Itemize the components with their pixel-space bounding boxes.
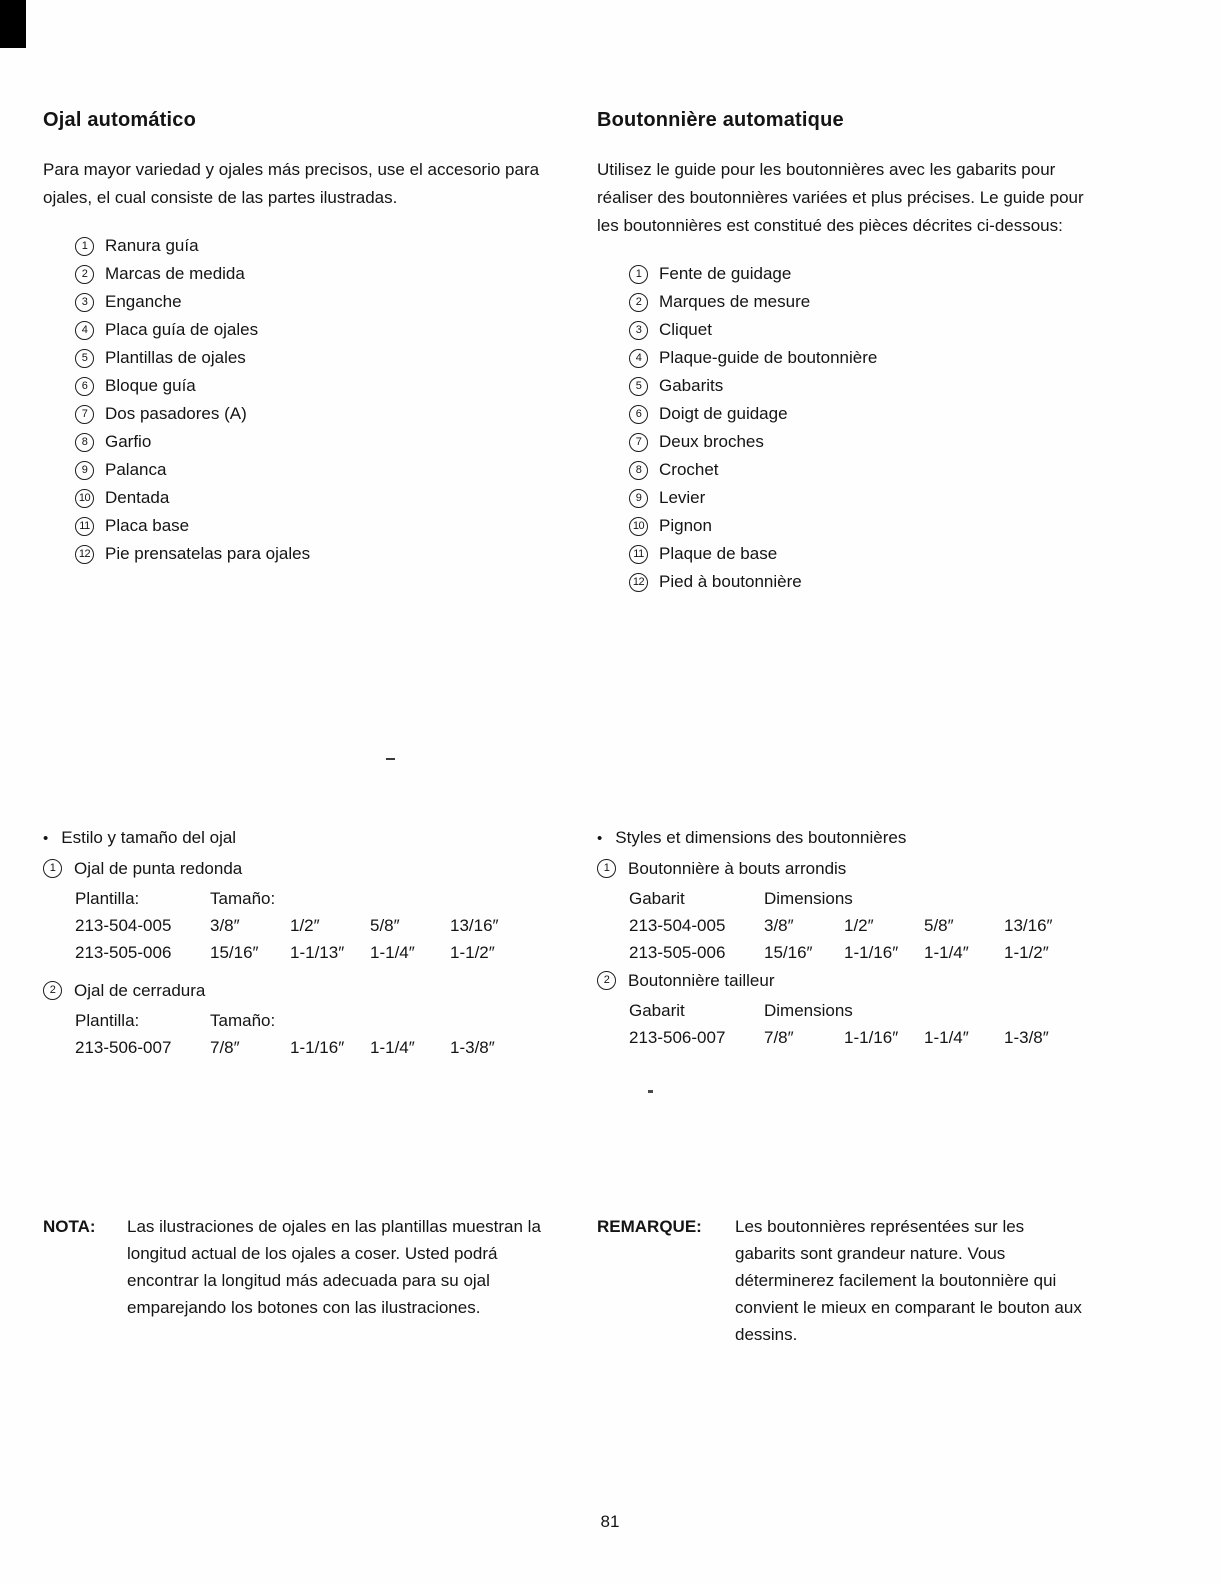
scan-speck — [386, 758, 395, 760]
bullet-icon: • — [597, 830, 603, 847]
note-spanish — [43, 1213, 557, 1348]
part-label: Plaque-guide de boutonnière — [659, 348, 878, 367]
part-label: Fente de guidage — [659, 264, 792, 283]
scan-speck — [648, 1090, 653, 1093]
note-french — [597, 1213, 1172, 1348]
circled-number: 9 — [629, 489, 648, 508]
table-header-row — [75, 1007, 557, 1034]
size-table — [629, 997, 1172, 1051]
part-label: Marques de mesure — [659, 292, 811, 311]
spanish-column — [43, 108, 557, 596]
part-label: Deux broches — [659, 432, 764, 451]
list-item — [75, 372, 557, 400]
style-title-line — [43, 855, 557, 882]
intro-paragraph-spanish: Para mayor variedad y ojales más precisos, use el accesorio para ojales, el cual consiste de las partes ilustradas. — [43, 160, 540, 207]
circled-number: 11 — [75, 517, 94, 536]
part-label: Palanca — [105, 460, 167, 479]
circled-number: 4 — [75, 321, 94, 340]
style-section-round-end — [597, 855, 1172, 966]
style-title-line — [597, 855, 1172, 882]
list-item — [629, 400, 1172, 428]
list-item — [629, 456, 1172, 484]
circled-number: 1 — [629, 265, 648, 284]
list-item — [75, 260, 557, 288]
style-title-line — [597, 967, 1172, 994]
circled-number: 6 — [75, 377, 94, 396]
circled-number: 5 — [75, 349, 94, 368]
list-item — [629, 344, 1172, 372]
part-label: Doigt de guidage — [659, 404, 788, 423]
circled-number: 12 — [629, 573, 648, 592]
size-value: 1-1/4″ — [924, 943, 969, 962]
size-table — [75, 1007, 557, 1061]
circled-number: 6 — [629, 405, 648, 424]
column-header: Plantilla: — [75, 889, 140, 908]
circled-number: 1 — [43, 859, 62, 878]
circled-number: 2 — [629, 293, 648, 312]
size-value: 1-1/4″ — [370, 943, 415, 962]
circled-number: 9 — [75, 461, 94, 480]
list-item — [629, 512, 1172, 540]
list-item — [629, 484, 1172, 512]
style-title: Boutonnière tailleur — [628, 971, 775, 990]
intro-paragraph-french: Utilisez le guide pour les boutonnières avec les gabarits pour réaliser des boutonnières variées et plus précises. Le guide pour les boutonnières est constitué des pièces décrites ci-dessous: — [597, 160, 1084, 235]
column-header: Gabarit — [629, 1001, 685, 1020]
part-label: Bloque guía — [105, 376, 196, 395]
size-value: 1-1/2″ — [450, 943, 495, 962]
part-label: Crochet — [659, 460, 719, 479]
circled-number: 10 — [629, 517, 648, 536]
circled-number: 7 — [629, 433, 648, 452]
part-number: 213-506-007 — [629, 1028, 726, 1047]
circled-number: 1 — [75, 237, 94, 256]
size-value: 15/16″ — [764, 943, 813, 962]
part-label: Marcas de medida — [105, 264, 245, 283]
parts-list-spanish — [75, 232, 557, 568]
column-header: Tamaño: — [210, 1011, 276, 1030]
section-title-spanish: Ojal automático — [43, 109, 197, 131]
column-header: Plantilla: — [75, 1011, 140, 1030]
circled-number: 3 — [629, 321, 648, 340]
list-item — [75, 288, 557, 316]
list-item — [75, 540, 557, 568]
bullet-icon: • — [43, 830, 49, 847]
circled-number: 8 — [629, 461, 648, 480]
styles-heading-label: Estilo y tamaño del ojal — [61, 828, 237, 847]
list-item — [629, 540, 1172, 568]
style-section-tailored — [597, 967, 1172, 1051]
list-item — [75, 484, 557, 512]
table-header-row — [629, 885, 1172, 912]
style-title: Ojal de cerradura — [74, 981, 206, 1000]
list-item — [75, 232, 557, 260]
part-number: 213-506-007 — [75, 1038, 172, 1057]
list-item — [75, 344, 557, 372]
table-row — [629, 1024, 1172, 1051]
part-label: Cliquet — [659, 320, 712, 339]
notes-section — [43, 1213, 1172, 1348]
circled-number: 10 — [75, 489, 94, 508]
circled-number: 5 — [629, 377, 648, 396]
list-item — [629, 568, 1172, 596]
circled-number: 2 — [43, 981, 62, 1000]
part-label: Garfio — [105, 432, 152, 451]
note-label: NOTA: — [43, 1217, 96, 1236]
list-item — [75, 512, 557, 540]
page-number: 81 — [600, 1512, 620, 1531]
list-item — [629, 260, 1172, 288]
circled-number: 2 — [597, 971, 616, 990]
style-section-keyhole — [43, 977, 557, 1061]
circled-number: 12 — [75, 545, 94, 564]
column-header: Tamaño: — [210, 889, 276, 908]
part-number: 213-504-005 — [75, 916, 172, 935]
part-label: Placa base — [105, 516, 190, 535]
style-title: Ojal de punta redonda — [74, 859, 243, 878]
table-row — [629, 939, 1172, 966]
part-label: Placa guía de ojales — [105, 320, 259, 339]
table-row — [75, 939, 557, 966]
size-value: 5/8″ — [924, 916, 954, 935]
size-table — [629, 885, 1172, 966]
size-value: 1-1/2″ — [1004, 943, 1049, 962]
size-value: 13/16″ — [450, 916, 499, 935]
part-label: Plantillas de ojales — [105, 348, 246, 367]
style-title-line — [43, 977, 557, 1004]
size-value: 1-1/4″ — [924, 1028, 969, 1047]
note-text: Les boutonnières représentées sur les gabarits sont grandeur nature. Vous déterminerez facilement la boutonnière qui convient le mieux en comparant le bouton aux dessins. — [735, 1217, 1082, 1344]
table-row — [75, 912, 557, 939]
column-header: Gabarit — [629, 889, 685, 908]
size-table — [75, 885, 557, 966]
column-header: Dimensions — [764, 889, 853, 908]
list-item — [629, 316, 1172, 344]
part-label: Pignon — [659, 516, 712, 535]
circled-number: 8 — [75, 433, 94, 452]
size-value: 1/2″ — [290, 916, 320, 935]
note-text: Las ilustraciones de ojales en las plantillas muestran la longitud actual de los ojales a coser. Usted podrá encontrar la longitud más adecuada para su ojal emparejando los botones con las ilustraciones. — [127, 1217, 541, 1317]
size-value: 7/8″ — [764, 1028, 794, 1047]
list-item — [75, 428, 557, 456]
circled-number: 11 — [629, 545, 648, 564]
part-label: Pie prensatelas para ojales — [105, 544, 311, 563]
list-item — [629, 372, 1172, 400]
size-value: 1-1/16″ — [290, 1038, 345, 1057]
part-label: Plaque de base — [659, 544, 778, 563]
part-number: 213-504-005 — [629, 916, 726, 935]
part-number: 213-505-006 — [629, 943, 726, 962]
size-value: 1/2″ — [844, 916, 874, 935]
part-label: Ranura guía — [105, 236, 199, 255]
size-value: 13/16″ — [1004, 916, 1053, 935]
size-value: 15/16″ — [210, 943, 259, 962]
list-item — [75, 400, 557, 428]
size-value: 7/8″ — [210, 1038, 240, 1057]
styles-heading-spanish — [43, 824, 557, 852]
parts-section — [43, 108, 1172, 596]
styles-heading-french — [597, 824, 1172, 852]
size-value: 1-1/16″ — [844, 943, 899, 962]
circled-number: 4 — [629, 349, 648, 368]
size-value: 1-1/16″ — [844, 1028, 899, 1047]
column-header: Dimensions — [764, 1001, 853, 1020]
styles-heading-label: Styles et dimensions des boutonnières — [615, 828, 907, 847]
part-label: Pied à boutonnière — [659, 572, 802, 591]
table-row — [75, 1034, 557, 1061]
size-value: 1-3/8″ — [1004, 1028, 1049, 1047]
circled-number: 7 — [75, 405, 94, 424]
size-value: 1-3/8″ — [450, 1038, 495, 1057]
part-label: Levier — [659, 488, 706, 507]
table-row — [629, 912, 1172, 939]
scan-artifact-bar — [0, 0, 26, 48]
circled-number: 3 — [75, 293, 94, 312]
part-label: Gabarits — [659, 376, 724, 395]
table-header-row — [75, 885, 557, 912]
french-column — [597, 108, 1172, 596]
list-item — [629, 428, 1172, 456]
section-title-french: Boutonnière automatique — [597, 109, 844, 131]
size-value: 3/8″ — [210, 916, 240, 935]
list-item — [629, 288, 1172, 316]
list-item — [75, 456, 557, 484]
french-sizes-column — [597, 824, 1172, 1061]
circled-number: 1 — [597, 859, 616, 878]
sizes-section — [43, 824, 1172, 1061]
size-value: 5/8″ — [370, 916, 400, 935]
table-header-row — [629, 997, 1172, 1024]
style-section-round-end — [43, 855, 557, 966]
part-number: 213-505-006 — [75, 943, 172, 962]
note-label: REMARQUE: — [597, 1217, 702, 1236]
size-value: 1-1/13″ — [290, 943, 345, 962]
spanish-sizes-column — [43, 824, 557, 1061]
parts-list-french — [629, 260, 1172, 596]
size-value: 1-1/4″ — [370, 1038, 415, 1057]
part-label: Dos pasadores (A) — [105, 404, 247, 423]
size-value: 3/8″ — [764, 916, 794, 935]
part-label: Dentada — [105, 488, 170, 507]
list-item — [75, 316, 557, 344]
part-label: Enganche — [105, 292, 182, 311]
circled-number: 2 — [75, 265, 94, 284]
style-title: Boutonnière à bouts arrondis — [628, 859, 847, 878]
